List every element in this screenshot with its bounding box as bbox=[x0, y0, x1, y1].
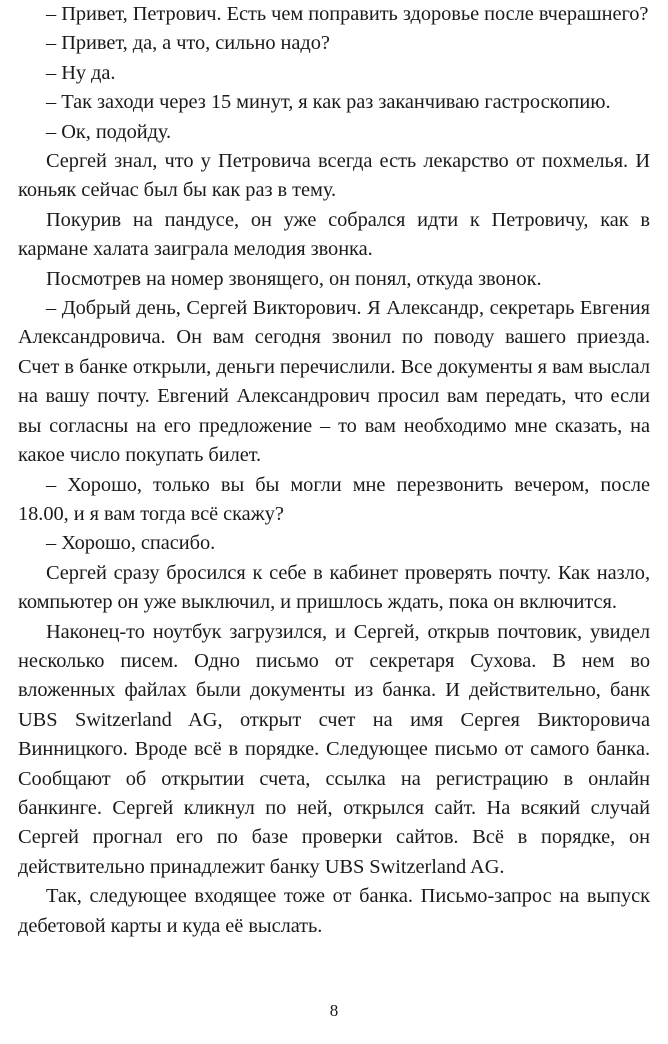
paragraph-3: – Ну да. bbox=[46, 61, 116, 84]
page-number: 8 bbox=[329, 1001, 339, 1020]
paragraph-13: Наконец-то ноутбук загрузился, и Сергей, открыв почтовик, увидел несколько писем. Одно письмо от секретаря Сухова. В нем во вложенных файлах были документы из банка. И действительно, банк UBS Switzerland AG, открыт счет на имя Сергея Викторовича Винницкого. Вроде всё в порядке. Следующее письмо от самого банка. Сообщают об открытии счета, ссылка на регистрацию в онлайн банкинге. Сергей кликнул по ней, открылся сайт. На всякий случай Сергей прогнал его по базе проверки сайтов. Всё в порядке, он действительно принадлежит банку UBS Switzerland AG. bbox=[18, 620, 650, 878]
paragraph-4: – Так заходи через 15 минут, я как раз заканчиваю гастроскопию. bbox=[46, 91, 611, 114]
paragraph-10: – Хорошо, только вы бы могли мне перезвонить вечером, после 18.00, и я вам тогда всё скажу? bbox=[18, 473, 650, 525]
paragraph-2: – Привет, да, а что, сильно надо? bbox=[46, 32, 330, 55]
paragraph-12: Сергей сразу бросился к себе в кабинет проверять почту. Как назло, компьютер он уже выключил, и пришлось ждать, пока он включится. bbox=[18, 561, 650, 614]
paragraph-1: – Привет, Петрович. Есть чем поправить здоровье после вчерашнего? bbox=[46, 3, 649, 25]
paragraph-7: Покурив на пандусе, он уже собрался идти к Петровичу, как в кармане халата заиграла мелодия звонка. bbox=[18, 208, 650, 261]
page-body bbox=[18, 0, 650, 941]
paragraph-8: Посмотрев на номер звонящего, он понял, откуда звонок. bbox=[46, 267, 542, 290]
paragraph-14: Так, следующее входящее тоже от банка. Письмо-запрос на выпуск дебетовой карты и куда её выслать. bbox=[18, 885, 650, 937]
paragraph-11: – Хорошо, спасибо. bbox=[46, 532, 216, 555]
paragraph-9: – Добрый день, Сергей Викторович. Я Александр, секретарь Евгения Александровича. Он вам сегодня звонил по поводу вашего приезда. Счет в банке открыли, деньги перечислили. Все документы я вам выслал на вашу почту. Евгений Александрович просил вам передать, что если вы согласны на его предложение – то вам необходимо мне сказать, на какое число покупать билет. bbox=[18, 297, 650, 467]
paragraph-5: – Ок, подойду. bbox=[46, 120, 172, 143]
paragraph-6: Сергей знал, что у Петровича всегда есть лекарство от похмелья. И коньяк сейчас был бы как раз в тему. bbox=[18, 150, 650, 202]
